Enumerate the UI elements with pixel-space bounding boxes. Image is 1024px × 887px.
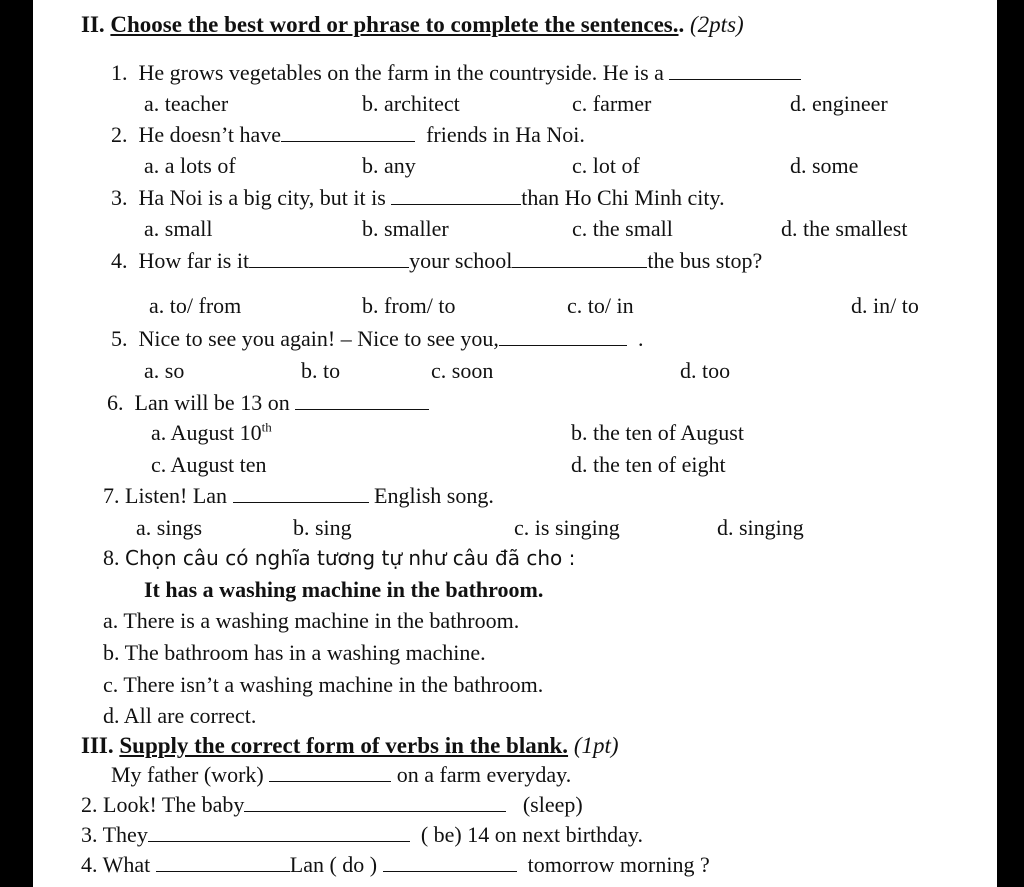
section-3-points: (1pt) — [573, 733, 619, 758]
answer-blank[interactable] — [148, 823, 410, 842]
answer-blank[interactable] — [244, 793, 506, 812]
q8-option-c[interactable]: c. There isn’t a washing machine in the bathroom. — [103, 672, 544, 697]
answer-blank[interactable] — [383, 853, 517, 872]
q3-option-d[interactable]: d. the smallest — [781, 216, 908, 241]
q7-option-c[interactable]: c. is singing — [514, 515, 620, 540]
q2-option-a[interactable]: a. a lots of — [144, 153, 236, 178]
question-2-text: He doesn’t have — [138, 122, 282, 147]
q1-option-c[interactable]: c. farmer — [572, 91, 652, 116]
section-2-numeral: II. — [81, 12, 105, 37]
section-3-numeral: III. — [81, 733, 114, 758]
answer-blank[interactable] — [295, 391, 429, 410]
q2-option-b[interactable]: b. any — [362, 153, 416, 178]
answer-blank[interactable] — [391, 186, 521, 205]
q1-option-a[interactable]: a. teacher — [144, 91, 229, 116]
q5-option-c[interactable]: c. soon — [431, 358, 494, 383]
q8-option-b[interactable]: b. The bathroom has in a washing machine. — [103, 640, 486, 665]
question-3: 3. Ha Noi is a big city, but it is than Ho Chi Minh city. — [111, 185, 725, 210]
question-8-given-sentence: It has a washing machine in the bathroom. — [144, 577, 544, 602]
section-3-heading — [81, 733, 619, 759]
q4-option-c[interactable]: c. to/ in — [567, 293, 634, 318]
q7-option-b[interactable]: b. sing — [293, 515, 352, 540]
section-2-heading: II. Choose the best word or phrase to complete the sentences.. (2pts) — [81, 12, 744, 37]
answer-blank[interactable] — [233, 484, 369, 503]
question-1-text: He grows vegetables on the farm in the countryside. He is a — [138, 60, 664, 85]
section-3-title: Supply the correct form of verbs in the blank. — [119, 733, 569, 758]
verb-item-2: 2. Look! The baby (sleep) — [81, 792, 583, 817]
question-5: 5. Nice to see you again! – Nice to see you, . — [111, 326, 644, 351]
answer-blank[interactable] — [669, 61, 801, 80]
answer-blank[interactable] — [249, 249, 409, 268]
answer-blank[interactable] — [269, 763, 391, 782]
verb-item-1: My father (work) on a farm everyday. — [111, 762, 572, 787]
q1-option-d[interactable]: d. engineer — [790, 91, 888, 116]
q8-option-a[interactable]: a. There is a washing machine in the bathroom. — [103, 608, 520, 633]
q2-option-c[interactable]: c. lot of — [572, 153, 640, 178]
q3-option-a[interactable]: a. small — [144, 216, 213, 241]
question-4-text: How far is it — [138, 248, 250, 273]
q5-option-b[interactable]: b. to — [301, 358, 341, 383]
section-2-points: (2pts) — [690, 12, 744, 37]
q1-option-b[interactable]: b. architect — [362, 91, 460, 116]
question-1: 1. He grows vegetables on the farm in the countryside. He is a — [111, 60, 801, 86]
q6-option-b[interactable]: b. the ten of August — [571, 420, 744, 445]
question-8-text: Chọn câu có nghĩa tương tự như câu đã cho : — [125, 546, 576, 570]
question-6: 6. Lan will be 13 on — [107, 390, 429, 416]
q7-option-a[interactable]: a. sings — [136, 515, 202, 540]
question-6-text: Lan will be 13 on — [134, 390, 290, 415]
worksheet-page — [33, 0, 997, 887]
question-3-text: Ha Noi is a big city, but it is — [138, 185, 386, 210]
q4-option-a[interactable]: a. to/ from — [149, 293, 242, 318]
answer-blank[interactable] — [512, 249, 647, 268]
answer-blank[interactable] — [499, 327, 627, 346]
answer-blank[interactable] — [281, 123, 415, 142]
question-7: 7. Listen! Lan English song. — [103, 483, 494, 508]
question-4: 4. How far is it your school the bus stop? — [111, 248, 763, 273]
answer-blank[interactable] — [156, 853, 290, 872]
verb-item-4: 4. What Lan ( do ) tomorrow morning ? — [81, 852, 710, 877]
question-8: 8. Chọn câu có nghĩa tương tự như câu đã cho : — [103, 545, 576, 570]
q4-option-d[interactable]: d. in/ to — [851, 293, 919, 318]
q2-option-d[interactable]: d. some — [790, 153, 859, 178]
q3-option-b[interactable]: b. smaller — [362, 216, 449, 241]
q5-option-d[interactable]: d. too — [680, 358, 731, 383]
q8-option-d[interactable]: d. All are correct. — [103, 703, 257, 728]
q7-option-d[interactable]: d. singing — [717, 515, 804, 540]
section-2-title: Choose the best word or phrase to complete the sentences. — [110, 12, 679, 37]
q6-option-c[interactable]: c. August ten — [151, 452, 267, 477]
verb-item-3: 3. They ( be) 14 on next birthday. — [81, 822, 643, 847]
question-5-text: Nice to see you again! – Nice to see you, — [138, 326, 499, 351]
q6-option-a[interactable]: a. August 10th — [151, 419, 272, 445]
q6-option-d[interactable]: d. the ten of eight — [571, 452, 726, 477]
question-2: 2. He doesn’t have friends in Ha Noi. — [111, 122, 585, 147]
question-7-text: Listen! Lan — [125, 483, 228, 508]
q5-option-a[interactable]: a. so — [144, 358, 185, 383]
q3-option-c[interactable]: c. the small — [572, 216, 673, 241]
q4-option-b[interactable]: b. from/ to — [362, 293, 456, 318]
